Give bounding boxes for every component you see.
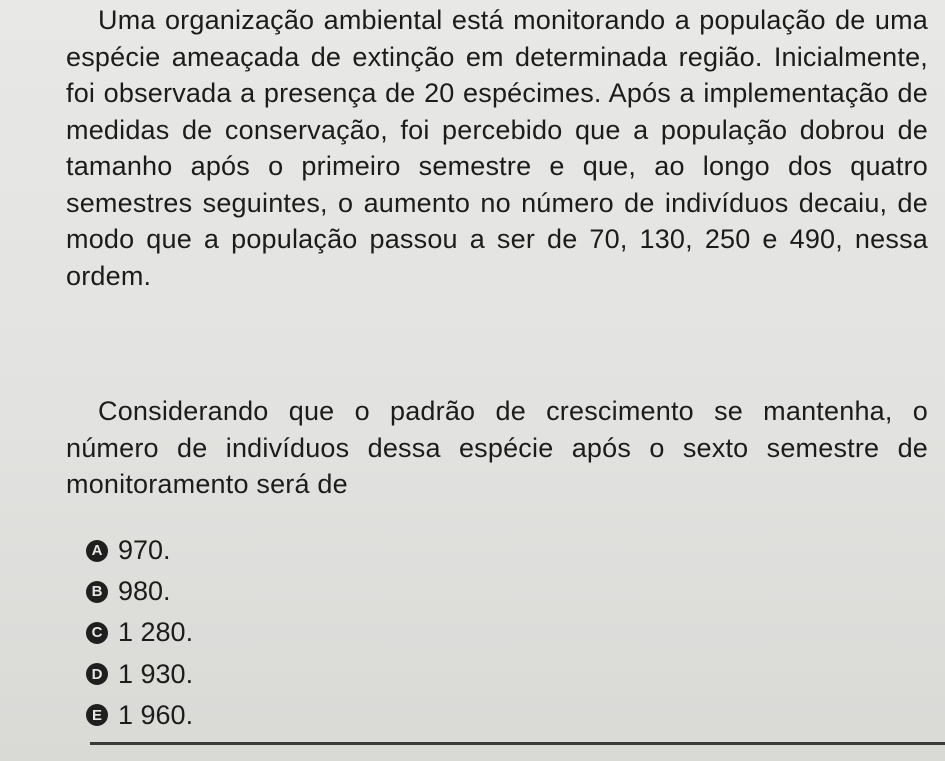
option-c-text: 1 280.	[118, 617, 194, 648]
option-a-text: 970.	[118, 535, 171, 566]
answer-option-b[interactable]	[86, 571, 193, 612]
answer-option-c[interactable]	[86, 612, 193, 653]
option-letter-e-badge: E	[86, 704, 108, 726]
option-e-text: 1 960.	[118, 699, 194, 730]
option-d-text: 1 930.	[118, 658, 194, 689]
question-paragraph-context: Uma organização ambiental está monitorando a população de uma espécie ameaçada de extinção em determinada região. Inicialmente, foi observada a presença de 20 espécimes. Após a implementação de medidas de conservação, foi percebido que a população dobrou de tamanho após o primeiro semestre e que, ao longo dos quatro semestres seguintes, o aumento no número de indivíduos decaiu, de modo que a população passou a ser de 70, 130, 250 e 490, nessa ordem.	[66, 5, 928, 291]
option-letter-b-badge: B	[86, 581, 108, 603]
answer-option-e[interactable]	[86, 695, 193, 736]
bottom-divider-line	[90, 742, 945, 745]
answer-option-a[interactable]	[86, 530, 193, 571]
answer-option-d[interactable]	[86, 654, 193, 695]
option-letter-a-badge: A	[86, 540, 108, 562]
option-letter-d-badge: D	[86, 663, 108, 685]
question-paragraph-prompt: Considerando que o padrão de crescimento se mantenha, o número de indivíduos dessa espécie após o sexto semestre de monitoramento será de	[66, 396, 928, 499]
option-b-text: 980.	[118, 576, 171, 607]
option-letter-c-badge: C	[86, 622, 108, 644]
answer-options-list	[86, 530, 193, 736]
